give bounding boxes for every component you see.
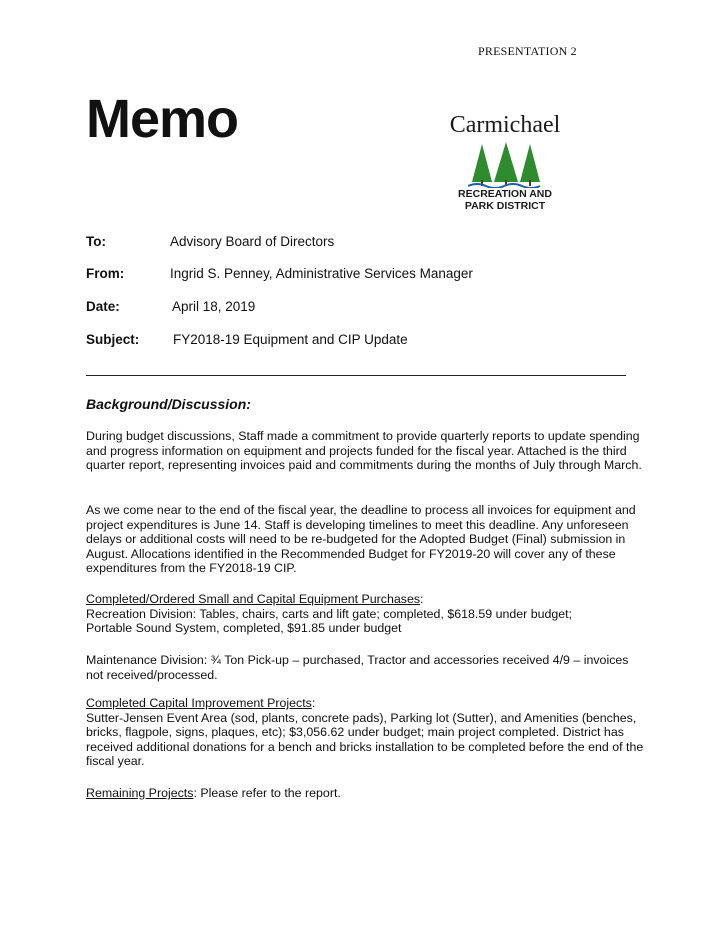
paragraph-2 bbox=[86, 503, 646, 576]
equipment-section bbox=[86, 592, 646, 636]
maintenance-section bbox=[86, 653, 646, 682]
cip-heading: Completed Capital Improvement Projects bbox=[86, 696, 312, 710]
from-label: From: bbox=[86, 266, 125, 281]
date-label: Date: bbox=[86, 299, 120, 314]
section-heading: Background/Discussion: bbox=[86, 396, 251, 412]
to-value: Advisory Board of Directors bbox=[170, 234, 335, 249]
logo-subtitle-line2: PARK DISTRICT bbox=[464, 200, 546, 212]
presentation-label: PRESENTATION 2 bbox=[478, 44, 577, 58]
remaining-section bbox=[86, 786, 646, 801]
to-label: To: bbox=[86, 234, 106, 249]
cip-text: Sutter-Jensen Event Area (sod, plants, concrete pads), Parking lot (Sutter), and Amenities (benches, bricks, flagpole, signs, plaques, etc); $3,056.62 under budget; main project completed. District has received additional donations for a bench and bricks installation to be completed before the end of the fiscal year. bbox=[86, 710, 644, 769]
remaining-heading: Remaining Projects bbox=[86, 786, 194, 800]
cip-section bbox=[86, 696, 646, 769]
subject-value: FY2018-19 Equipment and CIP Update bbox=[173, 332, 408, 347]
equipment-heading-line: Completed/Ordered Small and Capital Equipment Purchases: bbox=[86, 592, 424, 606]
remaining-line bbox=[86, 786, 646, 801]
divider-line bbox=[86, 375, 626, 376]
logo-name: Carmichael bbox=[449, 112, 561, 138]
from-value: Ingrid S. Penney, Administrative Services Manager bbox=[170, 266, 473, 281]
paragraph-1-text: During budget discussions, Staff made a commitment to provide quarterly reports to update spending and progress information on equipment and projects funded for the fiscal year. Attached is the third quarter report, representing invoices paid and commitments during the months of July through March. bbox=[86, 429, 642, 473]
equipment-line-2: Portable Sound System, completed, $91.85 under budget bbox=[86, 621, 402, 636]
remaining-text: : Please refer to the report. bbox=[193, 786, 341, 800]
cip-heading-line: Completed Capital Improvement Projects: bbox=[86, 696, 316, 710]
paragraph-1 bbox=[86, 429, 646, 473]
district-logo bbox=[440, 112, 570, 217]
logo-subtitle-line1: RECREATION AND bbox=[458, 188, 552, 200]
memo-title: Memo bbox=[86, 89, 239, 149]
subject-label: Subject: bbox=[86, 332, 140, 347]
equipment-heading: Completed/Ordered Small and Capital Equipment Purchases bbox=[86, 592, 421, 606]
equipment-line-1: Recreation Division: Tables, chairs, carts and lift gate; completed, $618.59 under budget; bbox=[86, 606, 573, 621]
paragraph-2-text: As we come near to the end of the fiscal year, the deadline to process all invoices for equipment and project expenditures is June 14. Staff is developing timelines to meet this deadline. Any unforeseen delays or additional costs will need to be re-budgeted for the Adopted Budget (Final) submission in August. Allocations identified in the Recommended Budget for FY2019-20 will cover any of these expenditures from the FY2018-19 CIP. bbox=[86, 503, 636, 576]
logo-subtitle bbox=[440, 188, 570, 212]
date-value: April 18, 2019 bbox=[172, 299, 256, 314]
pine-trees-icon bbox=[468, 142, 544, 188]
maintenance-text: Maintenance Division: ¾ Ton Pick-up – purchased, Tractor and accessories received 4/9 – invoices not received/processed. bbox=[86, 653, 629, 682]
